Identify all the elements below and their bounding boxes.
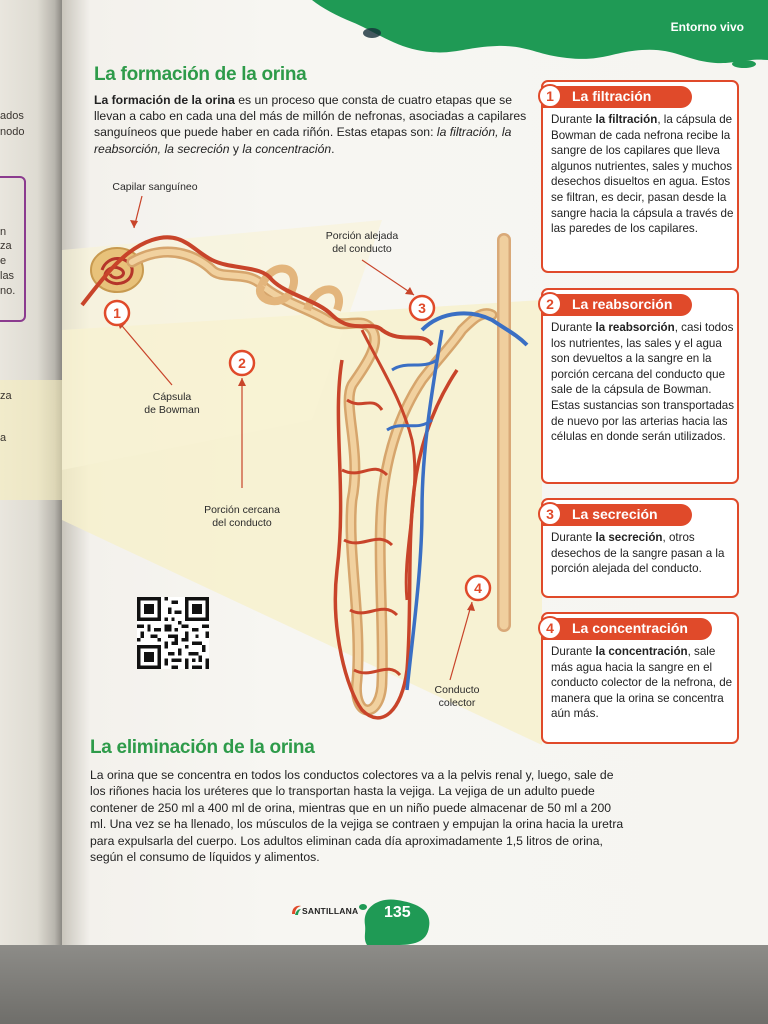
label-conducto-colector: Conducto colector (434, 684, 480, 709)
marker-2-label: 2 (238, 355, 246, 371)
left-page-edge (0, 0, 62, 945)
intro-connector: y (229, 141, 243, 156)
step-title: La filtración (572, 88, 652, 104)
diagram-marker-4 (466, 576, 490, 600)
intro-stages: la filtración, la reabsorción, la secreción (94, 125, 512, 156)
step-number: 1 (538, 84, 562, 108)
step-number: 3 (538, 502, 562, 526)
marker-4-label: 4 (474, 580, 482, 596)
page-title: La formación de la orina (94, 64, 307, 85)
step-title: La secreción (572, 506, 658, 522)
step-text-pre: Durante (551, 531, 596, 544)
step-text-body: , la cápsula de Bowman de cada nefrona recibe la sangre de los capilares que lleva algunos nutrientes, sales y muchos desechos disueltos en agua. Estos se filtran, es decir, pasan desde la sangre hacia la cápsula a través de las paredes de los capilares. (551, 113, 734, 236)
intro-end: . (331, 141, 335, 156)
santillana-logo-icon (290, 904, 302, 916)
label-capilar: Capilar sanguíneo (112, 181, 198, 193)
book-page (62, 0, 768, 945)
page-number: 135 (384, 904, 411, 921)
step-description (551, 112, 735, 237)
step-description (551, 530, 735, 577)
header-wave (312, 0, 768, 70)
step-header (542, 504, 692, 526)
step-header (542, 618, 712, 640)
step-box-concentracion (541, 612, 739, 744)
intro-last-stage: la concentración (242, 141, 332, 156)
step-text-bold: la reabsorción (595, 321, 675, 334)
diagram-marker-2 (230, 351, 254, 375)
step-text-body: , sale más agua hacia la sangre en el conducto colector de la nefrona, de manera que la orina se concentra aún más. (551, 645, 733, 721)
step-title: La concentración (572, 620, 688, 636)
left-fragment: las (0, 270, 15, 282)
diagram-marker-1 (105, 301, 129, 325)
label-porcion-cercana: Porción cercana del conducto (204, 504, 280, 529)
step-number: 4 (538, 616, 562, 640)
left-fragment: ados (0, 110, 24, 122)
step-box-secrecion (541, 498, 739, 598)
left-fragment: n (0, 226, 7, 238)
left-fragment: nodo (0, 126, 25, 138)
step-text-pre: Durante (551, 113, 596, 126)
scan-background (0, 945, 768, 1024)
intro-text: es un proceso que consta de cuatro etapas que se llevan a cabo en cada una del más de millón de nefronas, asociadas a capilares sanguíneos que puede haber en cada riñón. Estas etapas son: (94, 93, 527, 140)
step-text-pre: Durante (551, 321, 596, 334)
step-header (542, 86, 692, 108)
marker-1-label: 1 (113, 305, 121, 321)
step-description (551, 644, 735, 722)
diagram-marker-3 (410, 296, 434, 320)
label-capsula: Cápsula de Bowman (144, 391, 200, 416)
step-title: La reabsorción (572, 296, 673, 312)
intro-lead: La formación de la orina (94, 93, 235, 107)
elimination-title: La eliminación de la orina (90, 737, 315, 758)
step-text-pre: Durante (551, 645, 596, 658)
step-box-filtracion (541, 80, 739, 273)
step-header (542, 294, 692, 316)
left-fragment: za (0, 240, 12, 252)
elimination-paragraph: La orina que se concentra en todos los conductos colectores va a la pelvis renal y, luego, sale de los riñones hacia los uréteres que lo transportan hasta la vejiga. La vejiga de un adulto puede contener de 250 ml a 400 ml de orina, mientras que en un niño puede almacenar de 50 ml a 200 ml. Una vez se ha llenado, los músculos de la vejiga se contraen y empujan la orina hacia la uretra para expulsarla del cuerpo. Los adultos eliminan cada día aproximadamente 1,5 litros de orina, según el consumo de líquidos y alimentos. (90, 768, 624, 865)
step-number: 2 (538, 292, 562, 316)
nephron-illustration (62, 170, 542, 740)
step-text-bold: la filtración (595, 113, 658, 126)
step-text-body: , otros desechos de la sangre pasan a la porción alejada del conducto. (551, 531, 725, 576)
step-text-body: , casi todos los nutrientes, las sales y el agua son devueltos a la sangre en la porción cercana del conducto que sale de la cápsula de Bowman. Estas sustancias son transportadas de nuevo por las arterias hacia las células en donde serán utilizados. (551, 321, 735, 444)
left-fragment: a (0, 432, 7, 444)
left-fragment: za (0, 390, 12, 402)
label-porcion-alejada: Porción alejada del conducto (325, 230, 399, 255)
left-fragment: no. (0, 285, 16, 297)
step-box-reabsorcion (541, 288, 739, 484)
nephron-diagram (62, 170, 542, 740)
left-fragment: e (0, 255, 7, 267)
step-text-bold: la secreción (595, 531, 663, 544)
marker-3-label: 3 (418, 300, 426, 316)
section-label: Entorno vivo (670, 20, 744, 34)
step-description (551, 320, 735, 445)
step-text-bold: la concentración (595, 645, 688, 658)
intro-paragraph (94, 92, 536, 157)
publisher-brand: SANTILLANA (302, 906, 359, 916)
qr-code[interactable] (137, 597, 209, 669)
